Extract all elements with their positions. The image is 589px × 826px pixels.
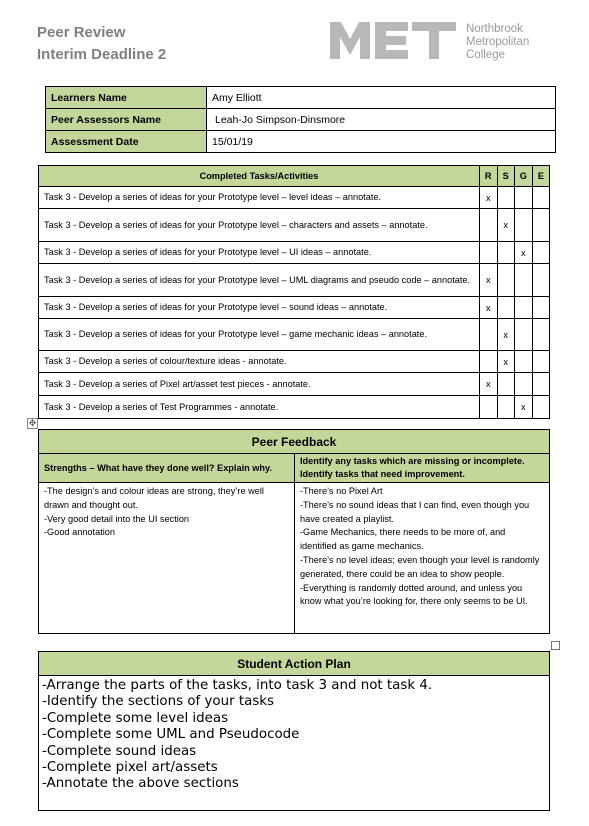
date-value: 15/01/19 bbox=[207, 131, 556, 153]
tasks-header: Completed Tasks/Activities bbox=[39, 166, 480, 187]
action-plan-cell bbox=[39, 676, 550, 811]
title-line-2: Interim Deadline 2 bbox=[37, 46, 167, 63]
page-title bbox=[37, 22, 166, 66]
learner-value: Amy Elliott bbox=[207, 87, 556, 109]
title-line-1: Peer Review bbox=[37, 24, 126, 41]
action-plan-title: Student Action Plan bbox=[39, 652, 550, 676]
tasks-table bbox=[38, 165, 550, 419]
date-label: Assessment Date bbox=[46, 131, 207, 153]
list-item: -Complete some UML and Pseudocode bbox=[42, 727, 300, 743]
col-e: E bbox=[532, 166, 549, 187]
list-item: -Everything is randomly dotted around, and unless you know what you’re looking for, there only seems to be UI. bbox=[300, 582, 528, 607]
list-item: -Identify the sections of your tasks bbox=[42, 694, 275, 710]
list-item: -Arrange the parts of the tasks, into task 3 and not task 4. bbox=[42, 678, 433, 693]
assessor-value: Leah-Jo Simpson-Dinsmore bbox=[207, 109, 556, 131]
list-item: -Complete sound ideas bbox=[42, 743, 197, 759]
learner-row bbox=[46, 87, 556, 109]
met-logo bbox=[330, 22, 460, 60]
task-row: Task 3 - Develop a series of Test Programmes - annotate. x bbox=[39, 396, 550, 419]
table-move-handle-icon[interactable]: ✥ bbox=[28, 418, 37, 428]
list-item: -Very good detail into the UI section bbox=[44, 513, 190, 524]
task-row: Task 3 - Develop a series of ideas for your Prototype level – UI ideas – annotate. x bbox=[39, 242, 550, 264]
col-s: S bbox=[497, 166, 514, 187]
list-item: -Good annotation bbox=[44, 527, 116, 538]
date-row bbox=[46, 131, 556, 153]
task-row: Task 3 - Develop a series of colour/texture ideas - annotate. x bbox=[39, 351, 550, 373]
peer-feedback-title: Peer Feedback bbox=[39, 430, 550, 454]
col-g: G bbox=[514, 166, 532, 187]
strengths-cell bbox=[39, 483, 295, 634]
task-row: Task 3 - Develop a series of Pixel art/asset test pieces - annotate. x bbox=[39, 373, 550, 396]
improvements-cell bbox=[295, 483, 550, 634]
task-row: Task 3 - Develop a series of ideas for your Prototype level – sound ideas – annotate. x bbox=[39, 297, 550, 319]
task-row: Task 3 - Develop a series of ideas for your Prototype level – UML diagrams and pseudo code – annotate. x bbox=[39, 264, 550, 297]
learner-info-table bbox=[45, 86, 556, 153]
task-row: Task 3 - Develop a series of ideas for your Prototype level – characters and assets – annotate. x bbox=[39, 209, 550, 242]
improvements-header: Identify any tasks which are missing or incomplete. Identify tasks that need improvement. bbox=[295, 454, 550, 483]
strengths-header: Strengths – What have they done well? Explain why. bbox=[39, 454, 295, 483]
assessor-row bbox=[46, 109, 556, 131]
list-item: -There’s no level ideas; even though your level is randomly generated, there could be an idea to show people. bbox=[300, 554, 540, 579]
learner-label: Learners Name bbox=[46, 87, 207, 109]
table-resize-handle[interactable] bbox=[551, 641, 560, 650]
list-item: -Annotate the above sections bbox=[42, 776, 239, 792]
action-plan-table bbox=[38, 651, 550, 811]
list-item: -Game Mechanics, there needs to be more of, and identified as game mechanics. bbox=[300, 527, 506, 552]
list-item: -The design’s and colour ideas are strong, they’re well drawn and thought out. bbox=[44, 486, 264, 510]
task-row: Task 3 - Develop a series of ideas for your Prototype level – game mechanic ideas – annotate. x bbox=[39, 319, 550, 351]
list-item: -Complete some level ideas bbox=[42, 710, 229, 726]
tasks-header-row bbox=[39, 166, 550, 187]
assessor-label: Peer Assessors Name bbox=[46, 109, 207, 131]
peer-feedback-table bbox=[38, 429, 550, 634]
list-item: -There’s no Pixel Art bbox=[300, 486, 383, 496]
task-row: Task 3 - Develop a series of ideas for your Prototype level – level ideas – annotate. x bbox=[39, 187, 550, 209]
college-name: Northbrook Metropolitan College bbox=[466, 23, 530, 61]
list-item: -There’s no sound ideas that I can find, even though you have created a playlist. bbox=[300, 499, 530, 524]
col-r: R bbox=[479, 166, 497, 187]
list-item: -Complete pixel art/assets bbox=[42, 760, 218, 776]
